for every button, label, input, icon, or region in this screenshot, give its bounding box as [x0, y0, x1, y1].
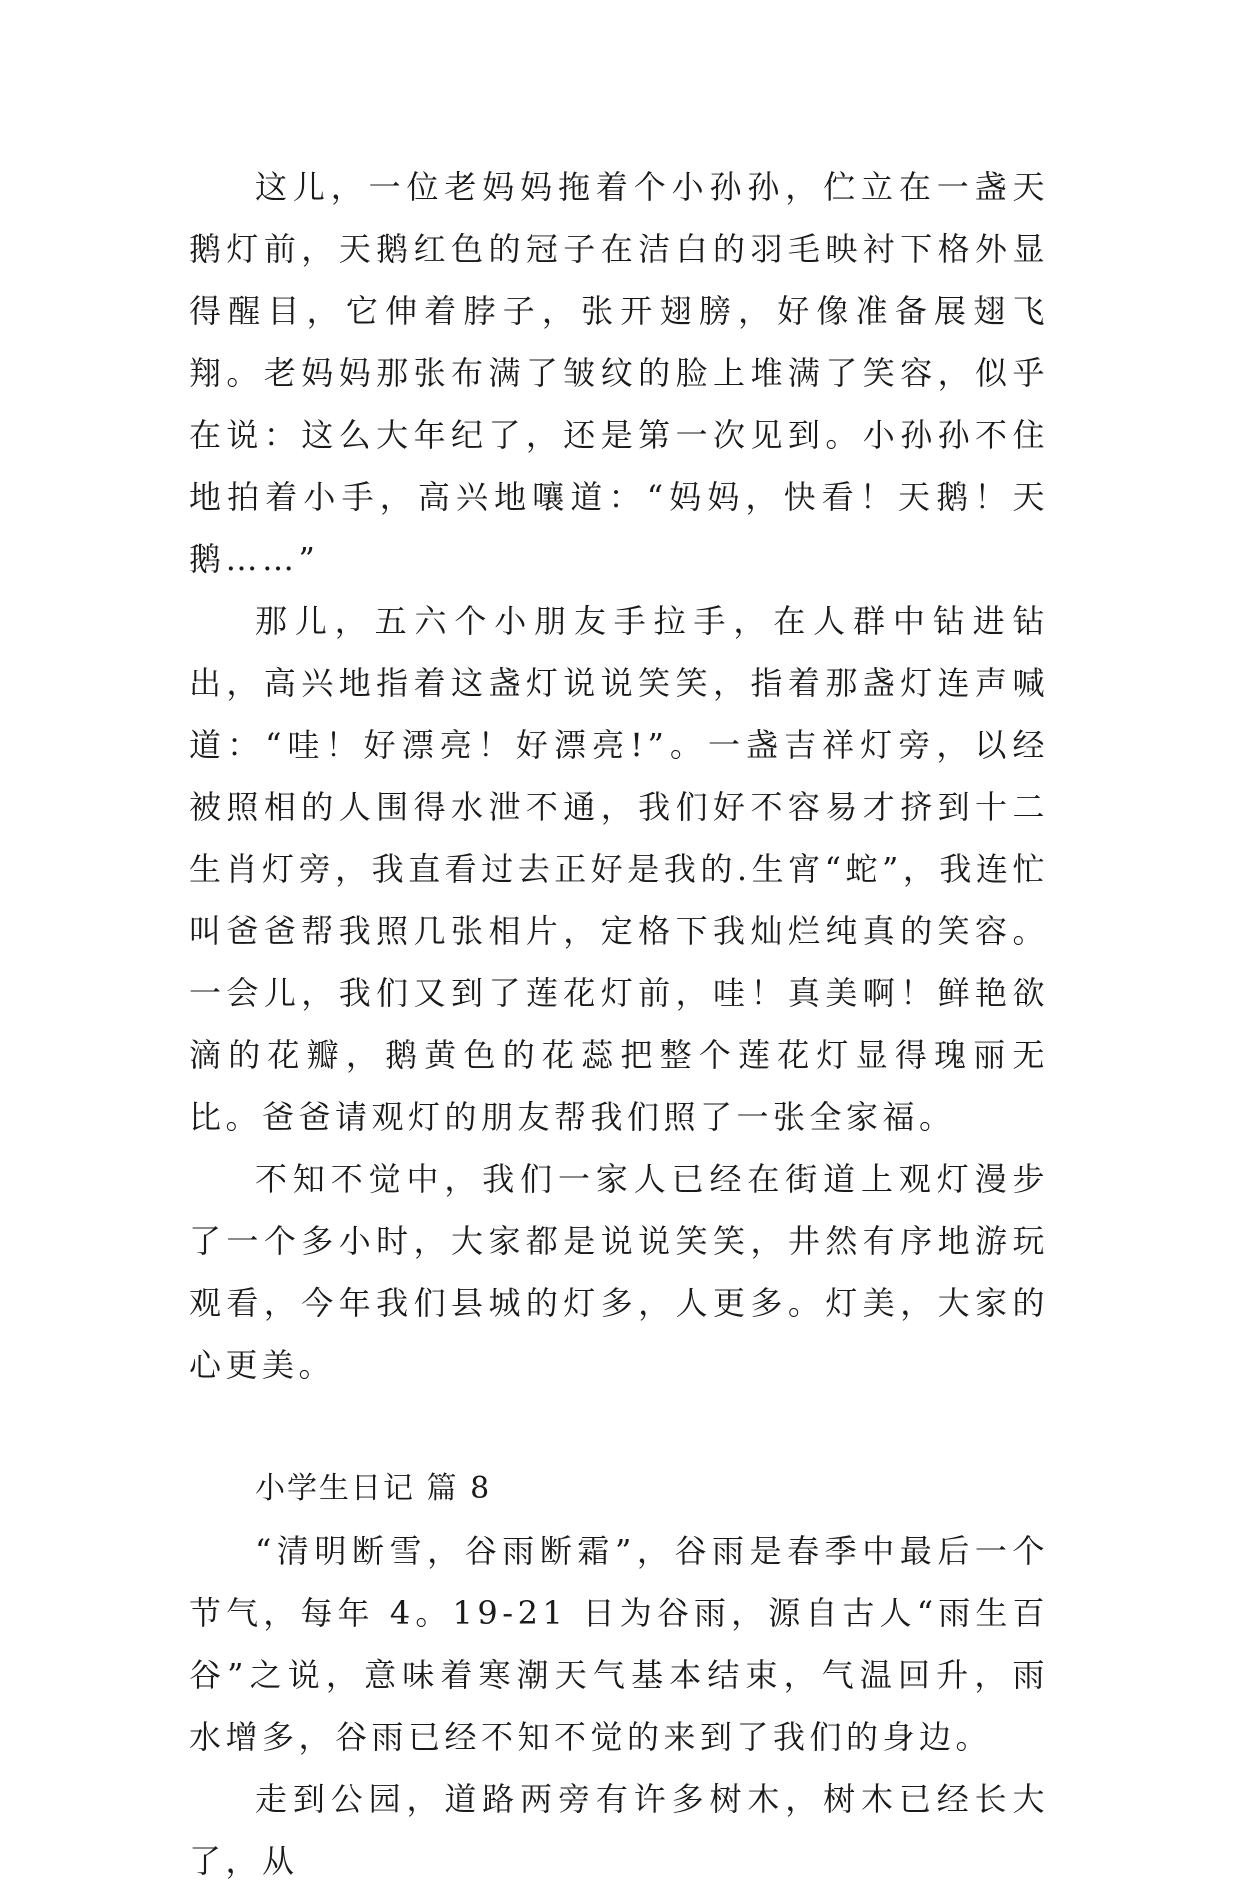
- section-heading: 小学生日记 篇 8: [255, 1471, 492, 1506]
- paragraph-swan-lantern: 这儿，一位老妈妈拖着个小孙孙，伫立在一盏天鹅灯前，天鹅红色的冠子在洁白的羽毛映衬下格外显得醒目，它伸着脖子，张开翅膀，好像准备展翅飞翔。老妈妈那张布满了皱纹的脸上堆满了笑容，似乎在说：这么大年纪了，还是第一次见到。小孙孙不住地拍着小手，高兴地嚷道：“妈妈，快看！天鹅！天鹅……”: [189, 168, 1049, 578]
- section-spacer: [189, 1396, 1049, 1458]
- paragraph-grain-rain: “清明断雪，谷雨断霜”，谷雨是春季中最后一个节气，每年 4。19-21 日为谷雨，源自古人“雨生百谷”之说，意味着寒潮天气基本结束，气温回升，雨水增多，谷雨已经不知不觉的来到了我们的身边。: [189, 1532, 1049, 1756]
- paragraph-park: 走到公园，道路两旁有许多树木，树木已经长大了，从: [189, 1780, 1049, 1880]
- paragraph-children-lanterns: 那儿，五六个小朋友手拉手，在人群中钻进钻出，高兴地指着这盏灯说说笑笑，指着那盏灯连声喊道：“哇！好漂亮！好漂亮!”。一盏吉祥灯旁，以经被照相的人围得水泄不通，我们好不容易才挤到十二生肖灯旁，我直看过去正好是我的.生宵“蛇”，我连忙叫爸爸帮我照几张相片，定格下我灿烂纯真的笑容。一会儿，我们又到了莲花灯前，哇！真美啊！鲜艳欲滴的花瓣，鹅黄色的花蕊把整个莲花灯显得瑰丽无比。爸爸请观灯的朋友帮我们照了一张全家福。: [189, 602, 1049, 1136]
- document-page: [189, 156, 1049, 1892]
- paragraph-evening-walk: 不知不觉中，我们一家人已经在街道上观灯漫步了一个多小时，大家都是说说笑笑，井然有序地游玩观看，今年我们县城的灯多，人更多。灯美，大家的心更美。: [189, 1160, 1049, 1384]
